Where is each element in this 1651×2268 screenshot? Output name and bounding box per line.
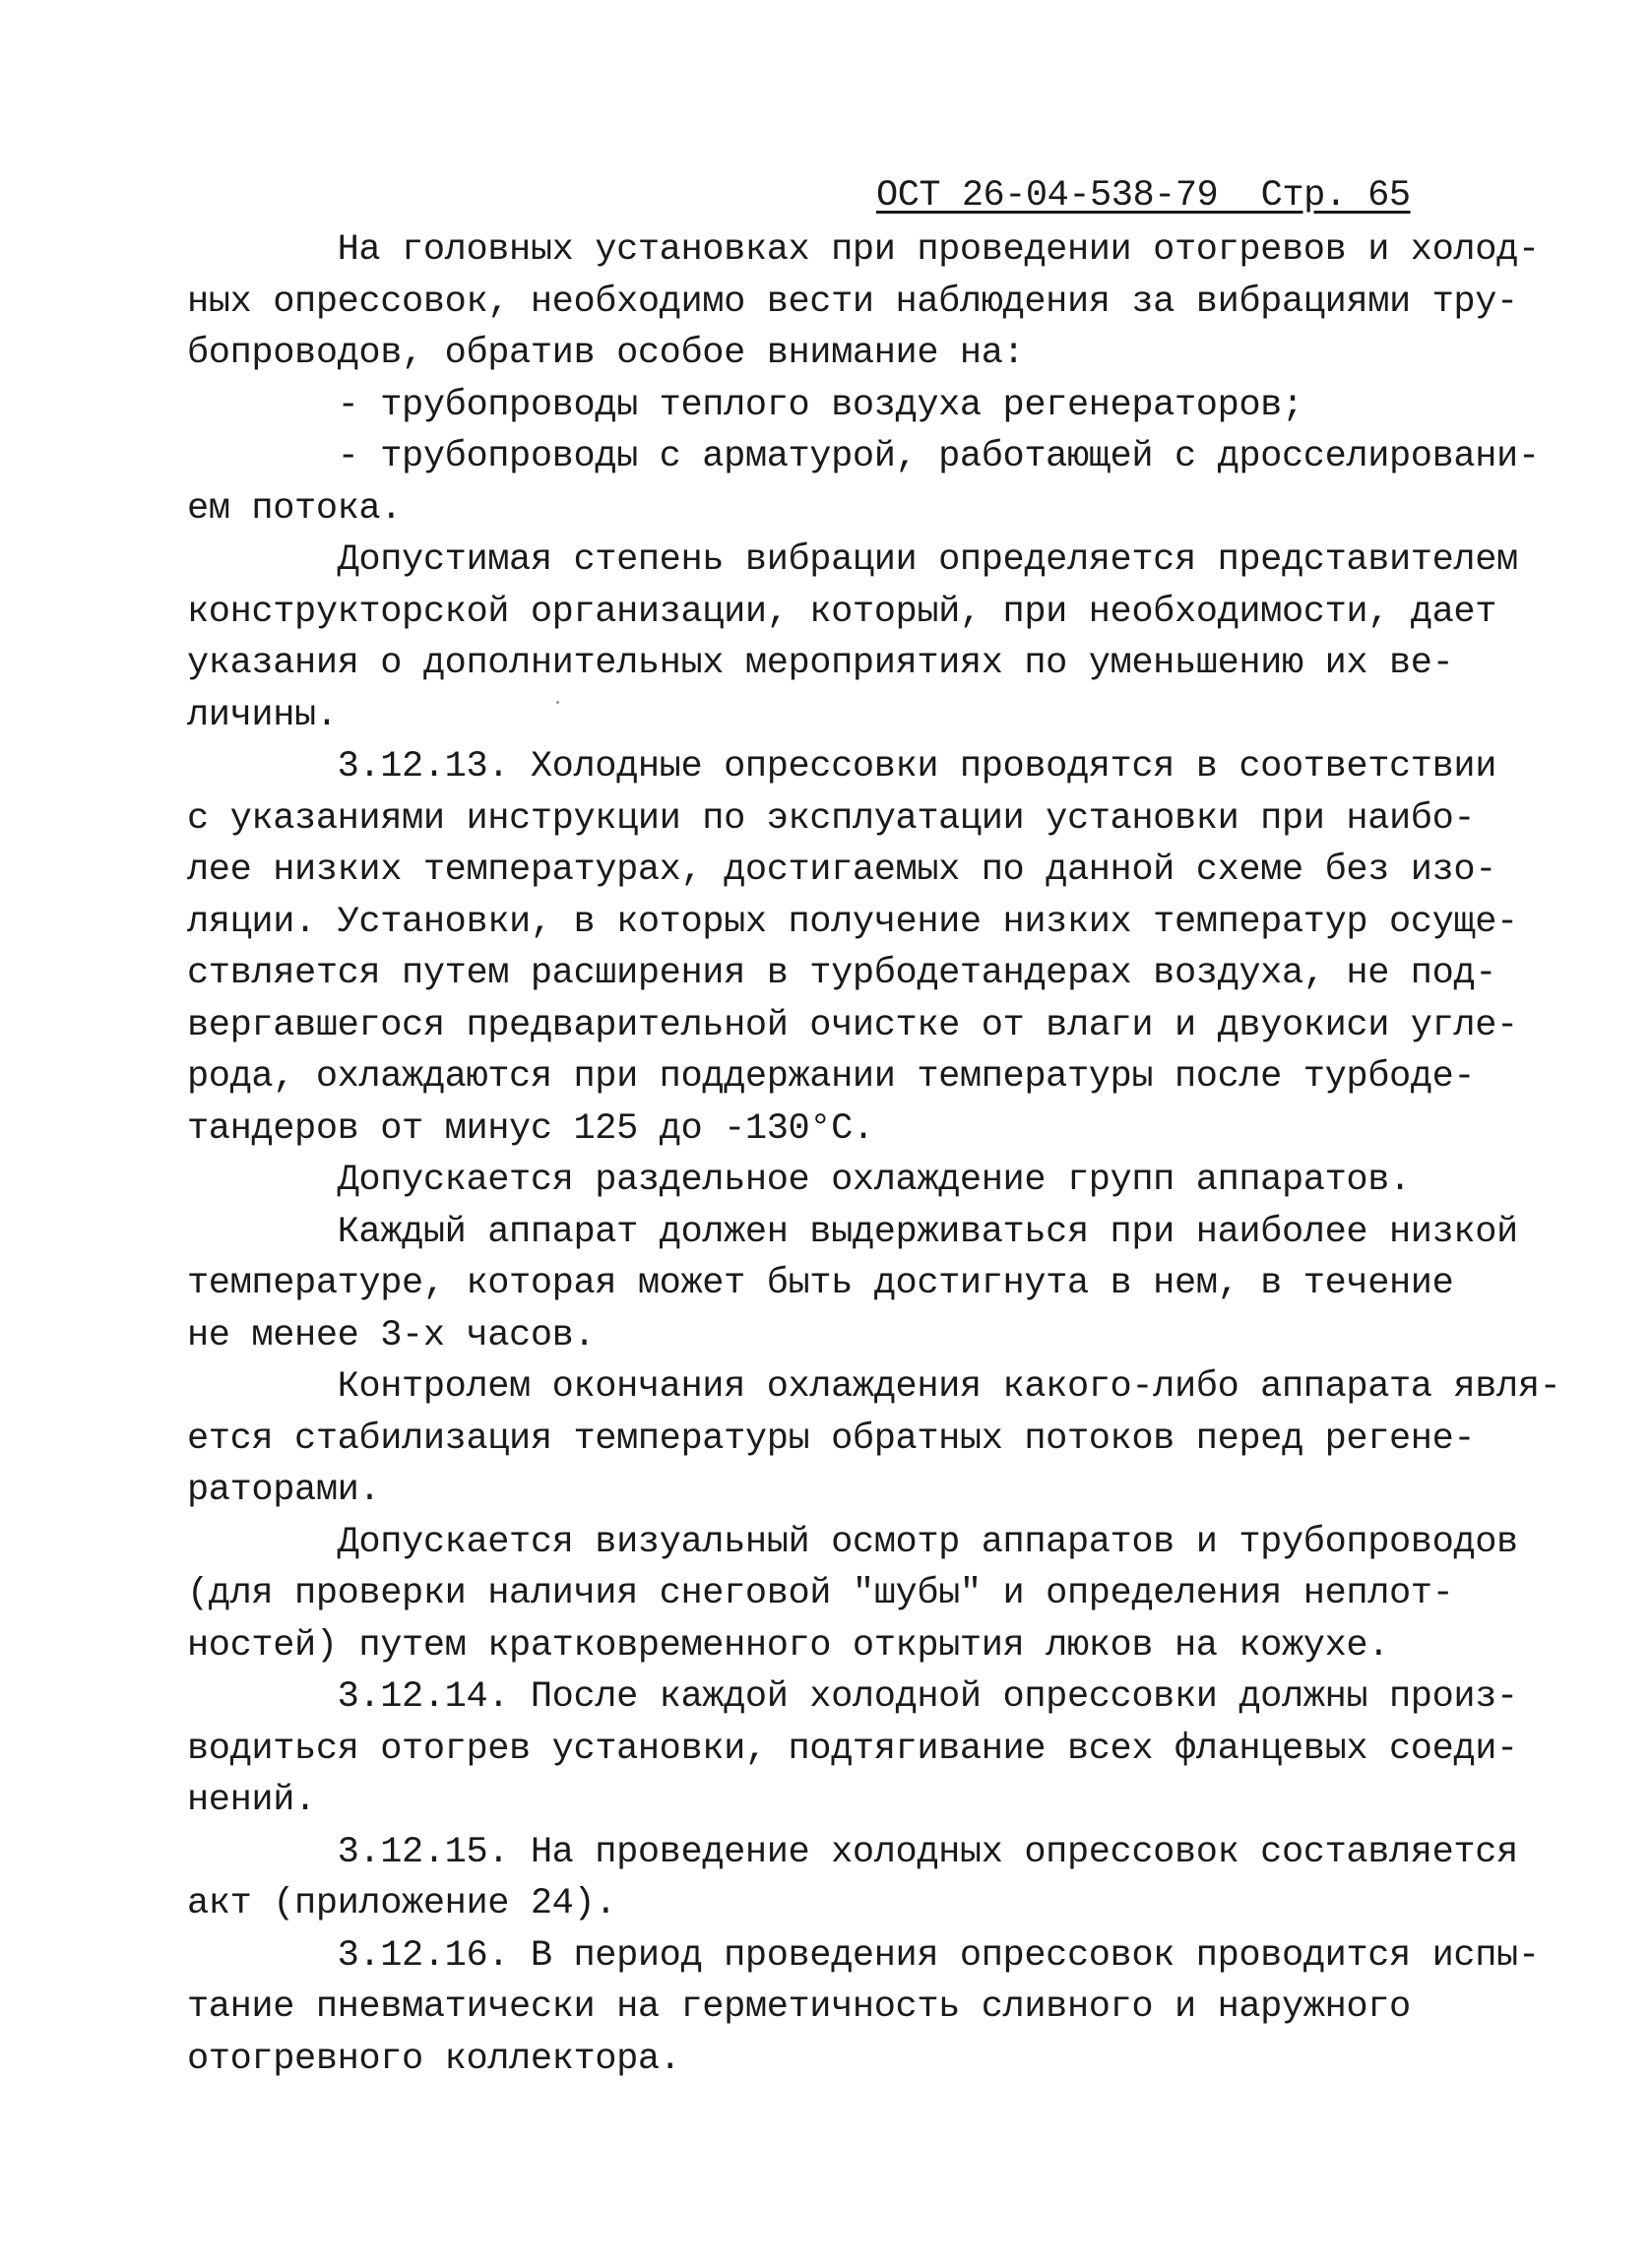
text-line: температуре, которая может быть достигнута в нем, в течение [187, 1263, 1454, 1304]
text-line: с указаниями инструкции по эксплуатации установки при наибо- [187, 797, 1476, 840]
document-header: ОСТ 26-04-538-79 Стр. 65 [876, 175, 1411, 217]
text-line: ляции. Установки, в которых получение низких температур осуще- [187, 901, 1518, 943]
text-line: - трубопроводы с арматурой, работающей с дросселировани- [187, 436, 1540, 477]
text-line: лее низких температурах, достигаемых по данной схеме без изо- [187, 850, 1497, 891]
text-line: Каждый аппарат должен выдерживаться при наиболее низкой [187, 1211, 1518, 1253]
text-line: Допустимая степень вибрации определяется представителем [187, 539, 1518, 581]
text-line: На головных установках при проведении отогревов и холод- [187, 229, 1540, 271]
text-line: ствляется путем расширения в турбодетандерах воздуха, не под- [187, 953, 1497, 994]
text-line: отогревного коллектора. [187, 2038, 681, 2080]
text-line: ных опрессовок, необходимо вести наблюдения за вибрациями тру- [187, 281, 1518, 323]
text-line: Допускается раздельное охлаждение групп аппаратов. [187, 1160, 1411, 1201]
text-line: рода, охлаждаются при поддержании температуры после турбоде- [187, 1056, 1476, 1098]
text-line: 3.12.14. После каждой холодной опрессовки должны произ- [187, 1676, 1518, 1718]
text-line: вергавшегося предварительной очистке от влаги и двуокиси угле- [187, 1004, 1518, 1046]
text-line: не менее 3-х часов. [187, 1314, 596, 1356]
text-line: раторами. [187, 1470, 381, 1511]
text-line: Допускается визуальный осмотр аппаратов и трубопроводов [187, 1521, 1518, 1563]
text-line: (для проверки наличия снеговой "шубы" и определения неплот- [187, 1573, 1454, 1614]
text-line: тание пневматически на герметичность сливного и наружного [187, 1986, 1411, 2028]
scan-speck [556, 701, 559, 704]
text-line: водиться отогрев установки, подтягивание всех фланцевых соеди- [187, 1728, 1518, 1770]
text-line: личины. [187, 694, 338, 736]
text-line: 3.12.15. На проведение холодных опрессовок составляется [187, 1831, 1518, 1873]
text-line: акт (приложение 24). [187, 1883, 617, 1924]
text-line: указания о дополнительных мероприятиях по уменьшению их ве- [187, 643, 1454, 684]
text-line: Контролем окончания охлаждения какого-либо аппарата явля- [187, 1366, 1561, 1408]
text-line: бопроводов, обратив особое внимание на: [187, 333, 1025, 374]
text-line: ностей) путем кратковременного открытия люков на кожухе. [187, 1624, 1390, 1667]
text-line: 3.12.16. В период проведения опрессовок проводится испы- [187, 1934, 1540, 1977]
text-line: нений. [187, 1780, 316, 1821]
text-line: 3.12.13. Холодные опрессовки проводятся в соответствии [187, 746, 1497, 788]
document-body [187, 224, 1561, 2085]
text-line: - трубопроводы теплого воздуха регенераторов; [187, 384, 1303, 426]
text-line: ется стабилизация температуры обратных потоков перед регене- [187, 1418, 1476, 1460]
text-line: конструкторской организации, который, при необходимости, дает [187, 591, 1497, 633]
text-line: ем потока. [187, 487, 403, 530]
text-line: тандеров от минус 125 до -130°С. [187, 1107, 874, 1150]
